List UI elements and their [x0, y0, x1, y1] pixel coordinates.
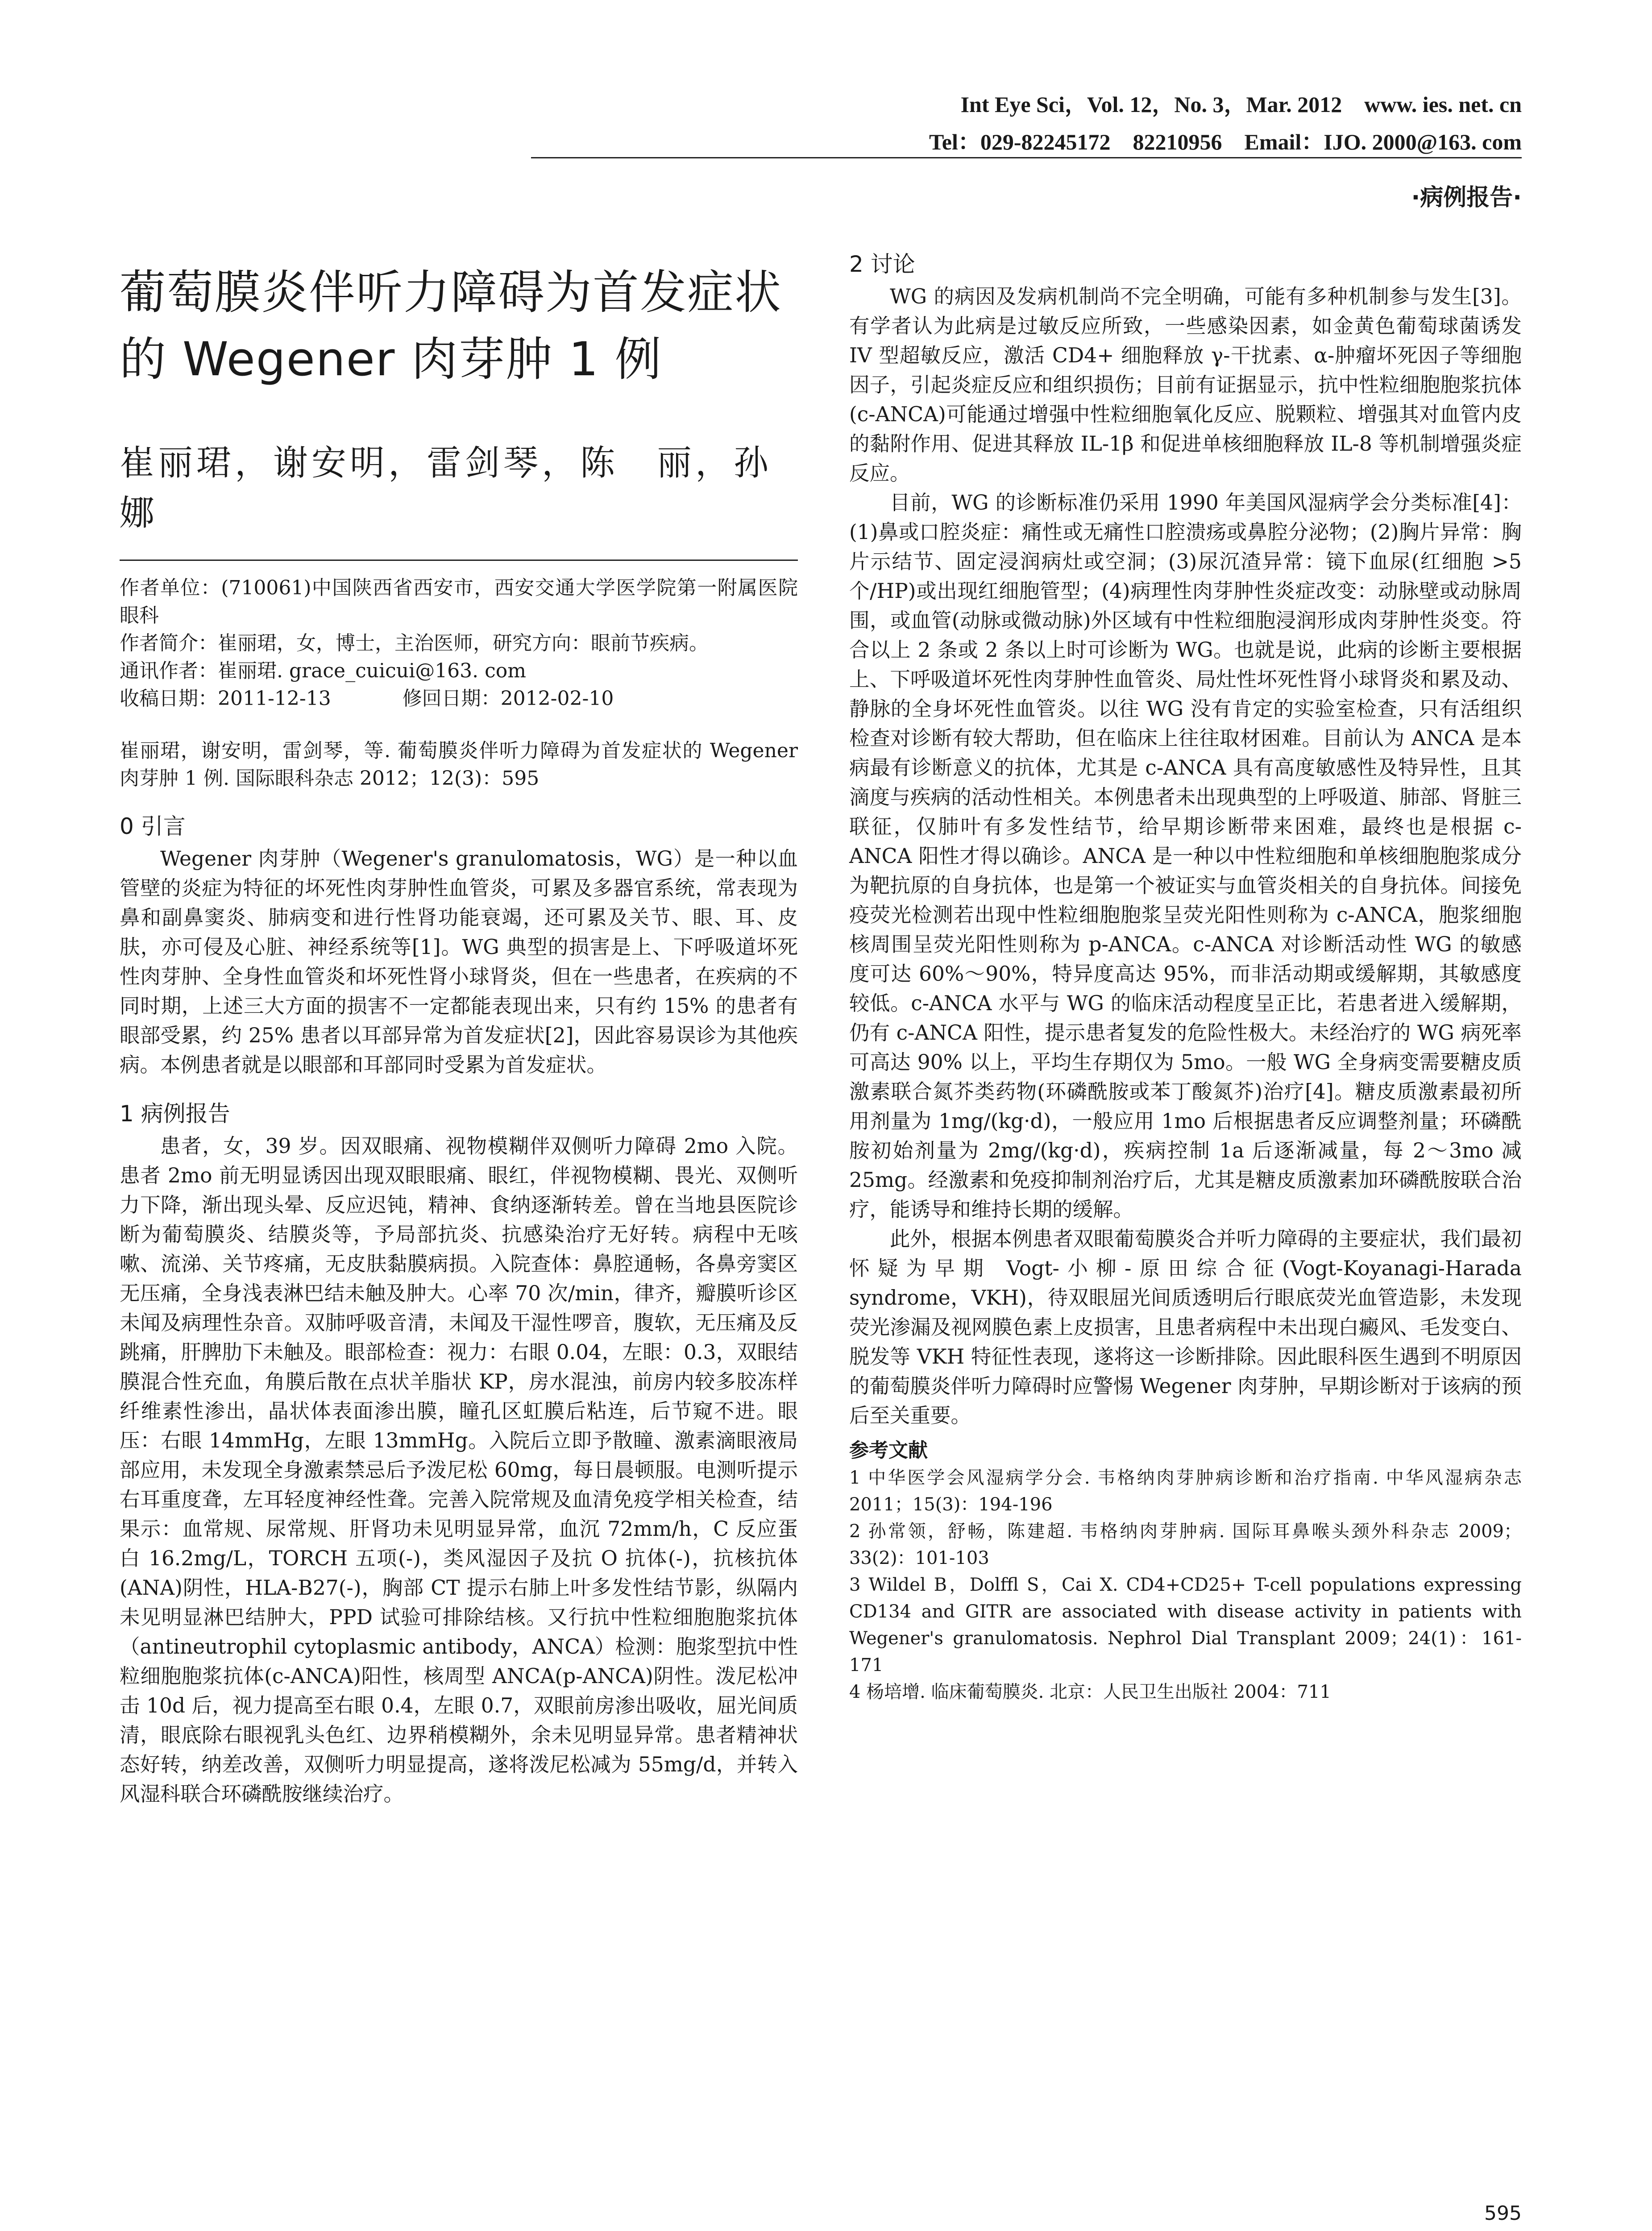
discussion-paragraph-2: 目前，WG 的诊断标准仍采用 1990 年美国风湿病学会分类标准[4]：(1)鼻或口腔炎症：痛性或无痛性口腔溃疡或鼻腔分泌物；(2)胸片异常：胸片示结节、固定浸润病灶或空洞；(3)尿沉渣异常：镜下血尿(红细胞 >5 个/HP)或出现红细胞管型；(4)病理性肉芽肿性炎症改变：动脉壁或动脉周围，或血管(动脉或微动脉)外区域有中性粒细胞浸润形成肉芽肿性炎变。符合以上 2 条或 2 条以上时可诊断为 WG。也就是说，此病的诊断主要根据上、下呼吸道坏死性肉芽肿性血管炎、局灶性坏死性肾小球肾炎和累及动、静脉的全身坏死性血管炎。以往 WG 没有肯定的实验室检查，只有活组织检查对诊断有较大帮助，但在临床上往往取材困难。目前认为 ANCA 是本病最有诊断意义的抗体，尤其是 c-ANCA 具有高度敏感性及特异性，且其滴度与疾病的活动性相关。本例患者未出现典型的上呼吸道、肺部、肾脏三联征，仅肺叶有多发性结节，给早期诊断带来困难，最终也是根据 c-ANCA 阳性才得以确诊。ANCA 是一种以中性粒细胞和单核细胞胞浆成分为靶抗原的自身抗体，也是第一个被证实与血管炎相关的自身抗体。间接免疫荧光检测若出现中性粒细胞胞浆呈荧光阳性则称为 c-ANCA，胞浆细胞核周围呈荧光阳性则称为 p-ANCA。c-ANCA 对诊断活动性 WG 的敏感度可达 60%～90%，特异度高达 95%，而非活动期或缓解期，其敏感度较低。c-ANCA 水平与 WG 的临床活动程度呈正比，若患者进入缓解期，仍有 c-ANCA 阳性，提示患者复发的危险性极大。未经治疗的 WG 病死率可高达 90% 以上，平均生存期仅为 5mo。一般 WG 全身病变需要糖皮质激素联合氮芥类药物(环磷酰胺或苯丁酸氮芥)治疗[4]。糖皮质激素最初所用剂量为 1mg/(kg·d)，一般应用 1mo 后根据患者反应调整剂量；环磷酰胺初始剂量为 2mg/(kg·d)，疾病控制 1a 后逐渐减量，每 2～3mo 减 25mg。经激素和免疫抑制剂治疗后，尤其是糖皮质激素加环磷酰胺联合治疗，能诱导和维持长期的缓解。 — [849, 491, 1522, 1221]
correspondence: 通讯作者：崔丽珺. grace_cuicui@163. com — [120, 659, 527, 682]
case-paragraph: 患者，女，39 岁。因双眼痛、视物模糊伴双侧听力障碍 2mo 入院。患者 2mo 前无明显诱因出现双眼眼痛、眼红，伴视物模糊、畏光、双侧听力下降，渐出现头晕、反应迟钝，精神、食纳逐渐转差。曾在当地县医院诊断为葡萄膜炎、结膜炎等，予局部抗炎、抗感染治疗无好转。病程中无咳嗽、流涕、关节疼痛，无皮肤黏膜病损。入院查体：鼻腔通畅，各鼻旁窦区无压痛，全身浅表淋巴结未触及肿大。心率 70 次/min，律齐，瓣膜听诊区未闻及病理性杂音。双肺呼吸音清，未闻及干湿性啰音，腹软，无压痛及反跳痛，肝脾肋下未触及。眼部检查：视力：右眼 0.04，左眼：0.3，双眼结膜混合性充血，角膜后散在点状羊脂状 KP，房水混浊，前房内较多胶冻样纤维素性渗出，晶状体表面渗出膜，瞳孔区虹膜后粘连，后节窥不进。眼压：右眼 14mmHg，左眼 13mmHg。入院后立即予散瞳、激素滴眼液局部应用，未发现全身激素禁忌后予泼尼松 60mg，每日晨顿服。电测听提示右耳重度聋，左耳轻度神经性聋。完善入院常规及血清免疫学相关检查，结果示：血常规、尿常规、肝肾功未见明显异常，血沉 72mm/h，C 反应蛋白 16.2mg/L，TORCH 五项(-)，类风湿因子及抗 O 抗体(-)，抗核抗体(ANA)阴性，HLA-B27(-)，胸部 CT 提示右肺上叶多发性结节影，纵隔内未见明显淋巴结肿大，PPD 试验可排除结核。又行抗中性粒细胞胞浆抗体（antineutrophil cytoplasmic antibody，ANCA）检测：胞浆型抗中性粒细胞胞浆抗体(c-ANCA)阳性，核周型 ANCA(p-ANCA)阴性。泼尼松冲击 10d 后，视力提高至右眼 0.4，左眼 0.7，双眼前房渗出吸收，屈光间质清，眼底除右眼视乳头色红、边界稍模糊外，余未见明显异常。患者精神状态好转，纳差改善，双侧听力明显提高，遂将泼尼松减为 55mg/d，并转入风湿科联合环磷酰胺继续治疗。 — [120, 1134, 798, 1806]
dates — [120, 685, 798, 713]
intro-heading: 0 引言 — [120, 813, 186, 839]
article-title: 葡萄膜炎伴听力障碍为首发症状的 Wegener 肉芽肿 1 例 — [120, 265, 782, 386]
title-rule — [120, 560, 798, 561]
author-bio: 作者简介：崔丽珺，女，博士，主治医师，研究方向：眼前节疾病。 — [120, 632, 709, 655]
reference-4: 4 杨培增. 临床葡萄膜炎. 北京：人民卫生出版社 2004：711 — [849, 1682, 1331, 1702]
revised-date: 修回日期：2012-02-10 — [402, 687, 614, 710]
discussion-paragraph-1: WG 的病因及发病机制尚不完全明确，可能有多种机制参与发生[3]。有学者认为此病是过敏反应所致，一些感染因素，如金黄色葡萄球菌诱发 IV 型超敏反应，激活 CD4+ 细胞释放 γ-干扰素、α-肿瘤坏死因子等细胞因子，引起炎症反应和组织损伤；目前有证据显示，抗中性粒细胞胞浆抗体(c-ANCA)可能通过增强中性粒细胞氧化反应、脱颗粒、增强其对血管内皮的黏附作用、促进其释放 IL-1β 和促进单核细胞释放 IL-8 等机制增强炎症反应。 — [849, 285, 1522, 485]
affiliation: 作者单位：(710061)中国陕西省西安市，西安交通大学医学院第一附属医院眼科 — [120, 576, 798, 627]
reference-3: 3 Wildel B，Dolffl S，Cai X. CD4+CD25+ T-cell populations expressing CD134 and GITR are associated with disease activity in patients with Wegener's granulomatosis. Nephrol Dial Transplant 2009；24(1)：161-171 — [849, 1575, 1522, 1675]
article-meta — [120, 574, 798, 713]
citation: 崔丽珺，谢安明，雷剑琴，等. 葡萄膜炎伴听力障碍为首发症状的 Wegener 肉芽肿 1 例. 国际眼科杂志 2012；12(3)：595 — [120, 739, 798, 790]
received-date: 收稿日期：2011-12-13 — [120, 687, 331, 710]
references-heading: 参考文献 — [849, 1439, 928, 1462]
page-number: 595 — [1484, 2202, 1522, 2225]
discussion-paragraph-3: 此外，根据本例患者双眼葡萄膜炎合并听力障碍的主要症状，我们最初怀疑为早期 Vogt-小柳-原田综合征(Vogt-Koyanagi-Harada syndrome，VKH)，待双眼屈光间质透明后行眼底荧光血管造影，未发现荧光渗漏及视网膜色素上皮损害，且患者病程中未出现白癜风、毛发变白、脱发等 VKH 特征性表现，遂将这一诊断排除。因此眼科医生遇到不明原因的葡萄膜炎伴听力障碍时应警惕 Wegener 肉芽肿，早期诊断对于该病的预后至关重要。 — [849, 1227, 1522, 1427]
intro-paragraph: Wegener 肉芽肿（Wegener's granulomatosis，WG）是一种以血管壁的炎症为特征的坏死性肉芽肿性血管炎，可累及多器官系统，常表现为鼻和副鼻窦炎、肺病变和进行性肾功能衰竭，还可累及关节、眼、耳、皮肤，亦可侵及心脏、神经系统等[1]。WG 典型的损害是上、下呼吸道坏死性肉芽肿、全身性血管炎和坏死性肾小球肾炎，但在一些患者，在疾病的不同时期，上述三大方面的损害不一定都能表现出来，只有约 15% 的患者有眼部受累，约 25% 患者以耳部异常为首发症状[2]，因此容易误诊为其他疾病。本例患者就是以眼部和耳部同时受累为首发症状。 — [120, 847, 798, 1077]
reference-1: 1 中华医学会风湿病学分会. 韦格纳肉芽肿病诊断和治疗指南. 中华风湿病杂志 2011；15(3)：194-196 — [849, 1468, 1522, 1515]
header-rule — [531, 157, 1522, 158]
reference-2: 2 孙常领，舒畅，陈建超. 韦格纳肉芽肿病. 国际耳鼻喉头颈外科杂志 2009；33(2)：101-103 — [849, 1521, 1522, 1568]
left-column — [120, 250, 811, 1809]
article-authors: 崔丽珺，谢安明，雷剑琴，陈 丽，孙 娜 — [120, 443, 811, 533]
section-tag: ·病例报告· — [1411, 184, 1522, 211]
journal-contact: Tel：029-82245172 82210956 Email：IJO. 2000@163. com — [929, 129, 1522, 154]
case-heading: 1 病例报告 — [120, 1101, 230, 1127]
journal-header: Int Eye Sci，Vol. 12，No. 3，Mar. 2012 www. ies. net. cn — [960, 92, 1522, 117]
right-column — [849, 250, 1522, 1705]
discussion-heading: 2 讨论 — [849, 251, 915, 277]
